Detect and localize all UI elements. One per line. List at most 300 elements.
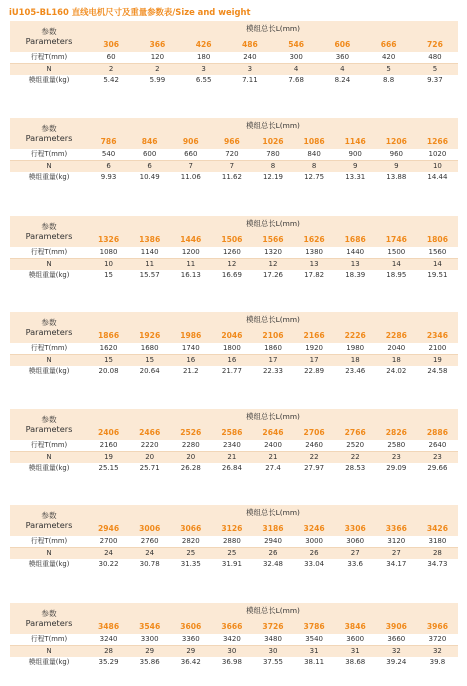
table-cell: 1320 — [252, 247, 293, 259]
table-cell: 5 — [366, 64, 412, 76]
row-label: 模组重量(kg) — [28, 271, 70, 280]
table-cell: 1980 — [335, 343, 376, 355]
table-cell: 18.39 — [345, 271, 366, 279]
table-cell: 15 — [129, 355, 170, 367]
length-value: 2466 — [129, 425, 170, 440]
weight-row — [10, 172, 458, 183]
parameters-header — [10, 409, 88, 440]
table-cell: 3540 — [294, 634, 335, 646]
table-cell: 18 — [376, 355, 417, 367]
table-cell: 9 — [376, 161, 417, 173]
table-cell: 17 — [252, 355, 293, 367]
table-cell: 20.08 — [98, 367, 119, 375]
table-cell: 26 — [252, 548, 293, 560]
table-cell: 3120 — [376, 536, 417, 548]
n-row — [10, 259, 458, 271]
table-cell: 10.49 — [139, 173, 160, 181]
stroke-row — [10, 343, 458, 355]
table-cell: 300 — [273, 52, 319, 64]
table-cell: 840 — [294, 149, 335, 161]
length-value: 3486 — [88, 619, 129, 634]
table-cell: 21 — [252, 452, 293, 464]
length-value: 3246 — [294, 521, 335, 536]
table-cell: 3360 — [170, 634, 211, 646]
table-cell: 20 — [129, 452, 170, 464]
table-cell: 1200 — [170, 247, 211, 259]
table-cell: 19.51 — [427, 271, 448, 279]
row-label: 模组重量(kg) — [28, 560, 70, 569]
table-cell: 960 — [376, 149, 417, 161]
table-cell: 2 — [134, 64, 180, 76]
table-cell: 26 — [294, 548, 335, 560]
table-cell: 28 — [417, 548, 458, 560]
n-row — [10, 548, 458, 560]
length-value: 3126 — [211, 521, 252, 536]
table-cell: 3060 — [335, 536, 376, 548]
parameters-label-zh: 参数 — [41, 414, 57, 424]
table-cell: 10 — [417, 161, 458, 173]
table-cell: 35.29 — [98, 658, 119, 666]
row-label: 行程T(mm) — [10, 149, 88, 161]
weight-row — [10, 657, 458, 668]
table-cell: 19 — [417, 355, 458, 367]
length-value: 846 — [129, 134, 170, 149]
table-cell: 36.98 — [221, 658, 242, 666]
table-cell: 8.8 — [383, 76, 395, 84]
length-value: 1566 — [252, 232, 293, 247]
table-cell: 22.89 — [304, 367, 325, 375]
table-cell: 8 — [294, 161, 335, 173]
table-cell: 2640 — [417, 440, 458, 452]
table-cell: 1080 — [88, 247, 129, 259]
parameters-label-zh: 参数 — [41, 608, 57, 618]
table-cell: 420 — [366, 52, 412, 64]
spec-table — [10, 505, 458, 570]
length-value: 606 — [319, 37, 365, 52]
length-value: 966 — [211, 134, 252, 149]
table-cell: 240 — [227, 52, 273, 64]
table-cell: 360 — [319, 52, 365, 64]
length-value: 3846 — [335, 619, 376, 634]
table-cell: 1920 — [294, 343, 335, 355]
parameters-label-zh: 参数 — [41, 123, 57, 133]
table-cell: 5.99 — [149, 76, 166, 84]
stroke-row — [10, 536, 458, 548]
row-label: N — [10, 452, 88, 464]
length-value: 2586 — [211, 425, 252, 440]
table-cell: 7 — [211, 161, 252, 173]
table-cell: 60 — [88, 52, 134, 64]
stroke-row — [10, 247, 458, 259]
table-cell: 1500 — [376, 247, 417, 259]
length-value: 726 — [412, 37, 458, 52]
length-value: 3966 — [417, 619, 458, 634]
row-label: 行程T(mm) — [10, 343, 88, 355]
n-row — [10, 64, 458, 76]
length-value: 3066 — [170, 521, 211, 536]
length-value: 2046 — [211, 328, 252, 343]
table-cell: 27.97 — [304, 464, 325, 472]
table-cell: 12.19 — [262, 173, 284, 181]
table-cell: 31 — [335, 646, 376, 658]
parameters-label-zh: 参数 — [41, 317, 57, 327]
length-value: 546 — [273, 37, 319, 52]
table-cell: 2 — [88, 64, 134, 76]
table-cell: 27.4 — [265, 464, 281, 472]
length-value: 2406 — [88, 425, 129, 440]
table-cell: 21 — [211, 452, 252, 464]
parameters-header — [10, 118, 88, 149]
table-cell: 39.8 — [429, 658, 446, 666]
table-cell: 2220 — [129, 440, 170, 452]
weight-row — [10, 366, 458, 377]
row-label: 模组重量(kg) — [28, 658, 70, 667]
length-value: 666 — [366, 37, 412, 52]
length-value: 366 — [134, 37, 180, 52]
parameters-label-en: Parameters — [25, 231, 73, 242]
parameters-label-en: Parameters — [25, 424, 73, 435]
table-cell: 7.11 — [242, 76, 258, 84]
weight-row — [10, 559, 458, 570]
table-cell: 17.26 — [262, 271, 284, 279]
parameters-label-zh: 参数 — [41, 510, 57, 520]
table-cell: 5.42 — [103, 76, 119, 84]
table-cell: 8 — [252, 161, 293, 173]
table-cell: 1440 — [335, 247, 376, 259]
length-value: 3366 — [376, 521, 417, 536]
table-cell: 19 — [88, 452, 129, 464]
length-value: 1806 — [417, 232, 458, 247]
length-value: 3546 — [129, 619, 170, 634]
table-cell: 180 — [181, 52, 227, 64]
length-value: 2226 — [335, 328, 376, 343]
length-value: 2646 — [252, 425, 293, 440]
length-value: 1926 — [129, 328, 170, 343]
table-cell: 30 — [211, 646, 252, 658]
length-value: 1506 — [211, 232, 252, 247]
table-cell: 3300 — [129, 634, 170, 646]
table-cell: 23 — [417, 452, 458, 464]
length-value: 1026 — [252, 134, 293, 149]
length-value: 2346 — [417, 328, 458, 343]
length-value: 2106 — [252, 328, 293, 343]
parameters-header — [10, 312, 88, 343]
table-cell: 3720 — [417, 634, 458, 646]
table-cell: 2940 — [252, 536, 293, 548]
spec-table — [10, 216, 458, 281]
table-cell: 7.68 — [288, 76, 304, 84]
table-cell: 480 — [412, 52, 458, 64]
table-cell: 1800 — [211, 343, 252, 355]
length-value: 1326 — [88, 232, 129, 247]
length-header: 模组总长L(mm) — [88, 505, 458, 521]
length-value: 1206 — [376, 134, 417, 149]
length-value: 2286 — [376, 328, 417, 343]
table-cell: 2100 — [417, 343, 458, 355]
table-cell: 38.11 — [304, 658, 325, 666]
table-cell: 3000 — [294, 536, 335, 548]
table-cell: 24.02 — [386, 367, 407, 375]
length-value: 486 — [227, 37, 273, 52]
table-cell: 14.44 — [427, 173, 448, 181]
table-cell: 780 — [252, 149, 293, 161]
length-value: 1386 — [129, 232, 170, 247]
table-cell: 16 — [211, 355, 252, 367]
length-value: 1086 — [294, 134, 335, 149]
table-cell: 2040 — [376, 343, 417, 355]
table-cell: 30 — [252, 646, 293, 658]
table-cell: 25 — [211, 548, 252, 560]
table-cell: 2580 — [376, 440, 417, 452]
table-cell: 28.53 — [345, 464, 366, 472]
table-cell: 27 — [376, 548, 417, 560]
spec-table — [10, 603, 458, 668]
stroke-row — [10, 440, 458, 452]
length-value: 3006 — [129, 521, 170, 536]
table-cell: 3600 — [335, 634, 376, 646]
table-cell: 33.04 — [304, 560, 325, 568]
table-cell: 1860 — [252, 343, 293, 355]
length-value: 2706 — [294, 425, 335, 440]
row-label: N — [10, 355, 88, 367]
table-cell: 29.66 — [427, 464, 448, 472]
table-cell: 12 — [252, 259, 293, 271]
length-value: 1746 — [376, 232, 417, 247]
row-label: 行程T(mm) — [10, 52, 88, 64]
table-cell: 6 — [88, 161, 129, 173]
row-label: 行程T(mm) — [10, 247, 88, 259]
table-cell: 2460 — [294, 440, 335, 452]
length-value: 3786 — [294, 619, 335, 634]
table-cell: 17.82 — [304, 271, 325, 279]
table-cell: 26.84 — [221, 464, 242, 472]
table-cell: 7 — [170, 161, 211, 173]
table-cell: 32 — [376, 646, 417, 658]
table-cell: 13.88 — [386, 173, 407, 181]
table-cell: 29 — [129, 646, 170, 658]
spec-table — [10, 118, 458, 183]
table-cell: 37.55 — [262, 658, 284, 666]
table-cell: 11.06 — [180, 173, 201, 181]
weight-row — [10, 270, 458, 281]
table-cell: 4 — [319, 64, 365, 76]
table-cell: 20.64 — [139, 367, 160, 375]
table-cell: 2280 — [170, 440, 211, 452]
table-cell: 31.35 — [180, 560, 201, 568]
length-value: 1626 — [294, 232, 335, 247]
table-cell: 540 — [88, 149, 129, 161]
length-value: 306 — [88, 37, 134, 52]
length-value: 1146 — [335, 134, 376, 149]
table-cell: 2160 — [88, 440, 129, 452]
length-header: 模组总长L(mm) — [88, 603, 458, 619]
row-label: N — [10, 646, 88, 658]
length-value: 3186 — [252, 521, 293, 536]
length-header: 模组总长L(mm) — [88, 216, 458, 232]
length-value: 3906 — [376, 619, 417, 634]
table-cell: 600 — [129, 149, 170, 161]
parameters-label-en: Parameters — [25, 133, 73, 144]
table-cell: 4 — [273, 64, 319, 76]
table-cell: 15 — [88, 355, 129, 367]
table-cell: 32 — [417, 646, 458, 658]
table-cell: 1260 — [211, 247, 252, 259]
table-cell: 12 — [211, 259, 252, 271]
n-row — [10, 355, 458, 367]
page-title: iU105-BL160 直线电机尺寸及重量参数表/Size and weight — [9, 7, 251, 17]
table-cell: 31 — [294, 646, 335, 658]
length-header: 模组总长L(mm) — [88, 409, 458, 425]
length-value: 3726 — [252, 619, 293, 634]
table-cell: 16.69 — [221, 271, 242, 279]
table-cell: 2400 — [252, 440, 293, 452]
table-cell: 900 — [335, 149, 376, 161]
table-cell: 27 — [335, 548, 376, 560]
row-label: N — [10, 548, 88, 560]
table-cell: 3180 — [417, 536, 458, 548]
table-cell: 26.28 — [180, 464, 201, 472]
parameters-header — [10, 603, 88, 634]
table-cell: 1620 — [88, 343, 129, 355]
length-value: 3306 — [335, 521, 376, 536]
table-cell: 25.15 — [98, 464, 119, 472]
table-cell: 1140 — [129, 247, 170, 259]
table-cell: 14 — [417, 259, 458, 271]
length-value: 2166 — [294, 328, 335, 343]
table-cell: 13 — [335, 259, 376, 271]
row-label: 行程T(mm) — [10, 634, 88, 646]
table-cell: 5 — [412, 64, 458, 76]
length-value: 1866 — [88, 328, 129, 343]
row-label: 模组重量(kg) — [28, 367, 70, 376]
table-cell: 3 — [181, 64, 227, 76]
table-cell: 22 — [335, 452, 376, 464]
table-cell: 34.17 — [386, 560, 407, 568]
length-value: 2826 — [376, 425, 417, 440]
table-cell: 1020 — [417, 149, 458, 161]
table-cell: 39.24 — [386, 658, 407, 666]
table-cell: 38.68 — [345, 658, 366, 666]
table-cell: 21.77 — [221, 367, 242, 375]
parameters-label-en: Parameters — [25, 520, 73, 531]
length-value: 2946 — [88, 521, 129, 536]
table-cell: 17 — [294, 355, 335, 367]
table-cell: 6.55 — [195, 76, 212, 84]
table-cell: 8.24 — [334, 76, 351, 84]
spec-table — [10, 312, 458, 377]
table-cell: 1740 — [170, 343, 211, 355]
table-cell: 3660 — [376, 634, 417, 646]
table-cell: 2820 — [170, 536, 211, 548]
length-value: 1986 — [170, 328, 211, 343]
table-cell: 18.95 — [386, 271, 407, 279]
table-cell: 1560 — [417, 247, 458, 259]
row-label: N — [10, 259, 88, 271]
table-cell: 32.48 — [262, 560, 284, 568]
table-cell: 24 — [129, 548, 170, 560]
table-cell: 6 — [129, 161, 170, 173]
table-cell: 2700 — [88, 536, 129, 548]
length-value: 426 — [181, 37, 227, 52]
table-cell: 3420 — [211, 634, 252, 646]
table-cell: 16 — [170, 355, 211, 367]
table-cell: 18 — [335, 355, 376, 367]
parameters-label-zh: 参数 — [41, 26, 57, 36]
spec-table — [10, 21, 458, 86]
table-cell: 10 — [88, 259, 129, 271]
parameters-header — [10, 505, 88, 536]
table-cell: 22 — [294, 452, 335, 464]
n-row — [10, 452, 458, 464]
table-cell: 2760 — [129, 536, 170, 548]
table-cell: 16.13 — [180, 271, 201, 279]
length-value: 2886 — [417, 425, 458, 440]
table-cell: 15 — [104, 271, 114, 279]
table-cell: 3240 — [88, 634, 129, 646]
stroke-row — [10, 52, 458, 64]
length-header: 模组总长L(mm) — [88, 21, 458, 37]
table-cell: 15.57 — [139, 271, 160, 279]
table-cell: 660 — [170, 149, 211, 161]
table-cell: 21.2 — [182, 367, 199, 375]
table-cell: 2340 — [211, 440, 252, 452]
length-header: 模组总长L(mm) — [88, 312, 458, 328]
table-cell: 35.86 — [139, 658, 160, 666]
table-cell: 23.46 — [345, 367, 366, 375]
table-cell: 22.33 — [262, 367, 284, 375]
table-cell: 25.71 — [139, 464, 160, 472]
table-cell: 2880 — [211, 536, 252, 548]
table-cell: 20 — [170, 452, 211, 464]
table-cell: 28 — [88, 646, 129, 658]
table-cell: 29.09 — [386, 464, 407, 472]
table-cell: 1680 — [129, 343, 170, 355]
table-cell: 24.58 — [427, 367, 448, 375]
length-value: 3606 — [170, 619, 211, 634]
table-cell: 13 — [294, 259, 335, 271]
length-value: 1686 — [335, 232, 376, 247]
table-cell: 34.73 — [427, 560, 448, 568]
table-cell: 2520 — [335, 440, 376, 452]
length-value: 786 — [88, 134, 129, 149]
table-cell: 9.93 — [100, 173, 117, 181]
table-cell: 31.91 — [221, 560, 242, 568]
row-label: N — [10, 161, 88, 173]
table-cell: 25 — [170, 548, 211, 560]
row-label: 模组重量(kg) — [28, 173, 70, 182]
weight-row — [10, 463, 458, 474]
row-label: 模组重量(kg) — [28, 76, 70, 85]
table-cell: 30.22 — [98, 560, 119, 568]
n-row — [10, 161, 458, 173]
n-row — [10, 646, 458, 658]
table-cell: 13.31 — [345, 173, 366, 181]
table-cell: 14 — [376, 259, 417, 271]
table-cell: 9.37 — [427, 76, 443, 84]
spec-table — [10, 409, 458, 474]
length-value: 1446 — [170, 232, 211, 247]
length-value: 2526 — [170, 425, 211, 440]
row-label: 行程T(mm) — [10, 440, 88, 452]
table-cell: 720 — [211, 149, 252, 161]
row-label: 模组重量(kg) — [28, 464, 70, 473]
stroke-row — [10, 149, 458, 161]
table-cell: 11.62 — [221, 173, 242, 181]
parameters-header — [10, 21, 88, 52]
table-cell: 33.6 — [347, 560, 363, 568]
table-cell: 36.42 — [180, 658, 201, 666]
length-value: 3666 — [211, 619, 252, 634]
